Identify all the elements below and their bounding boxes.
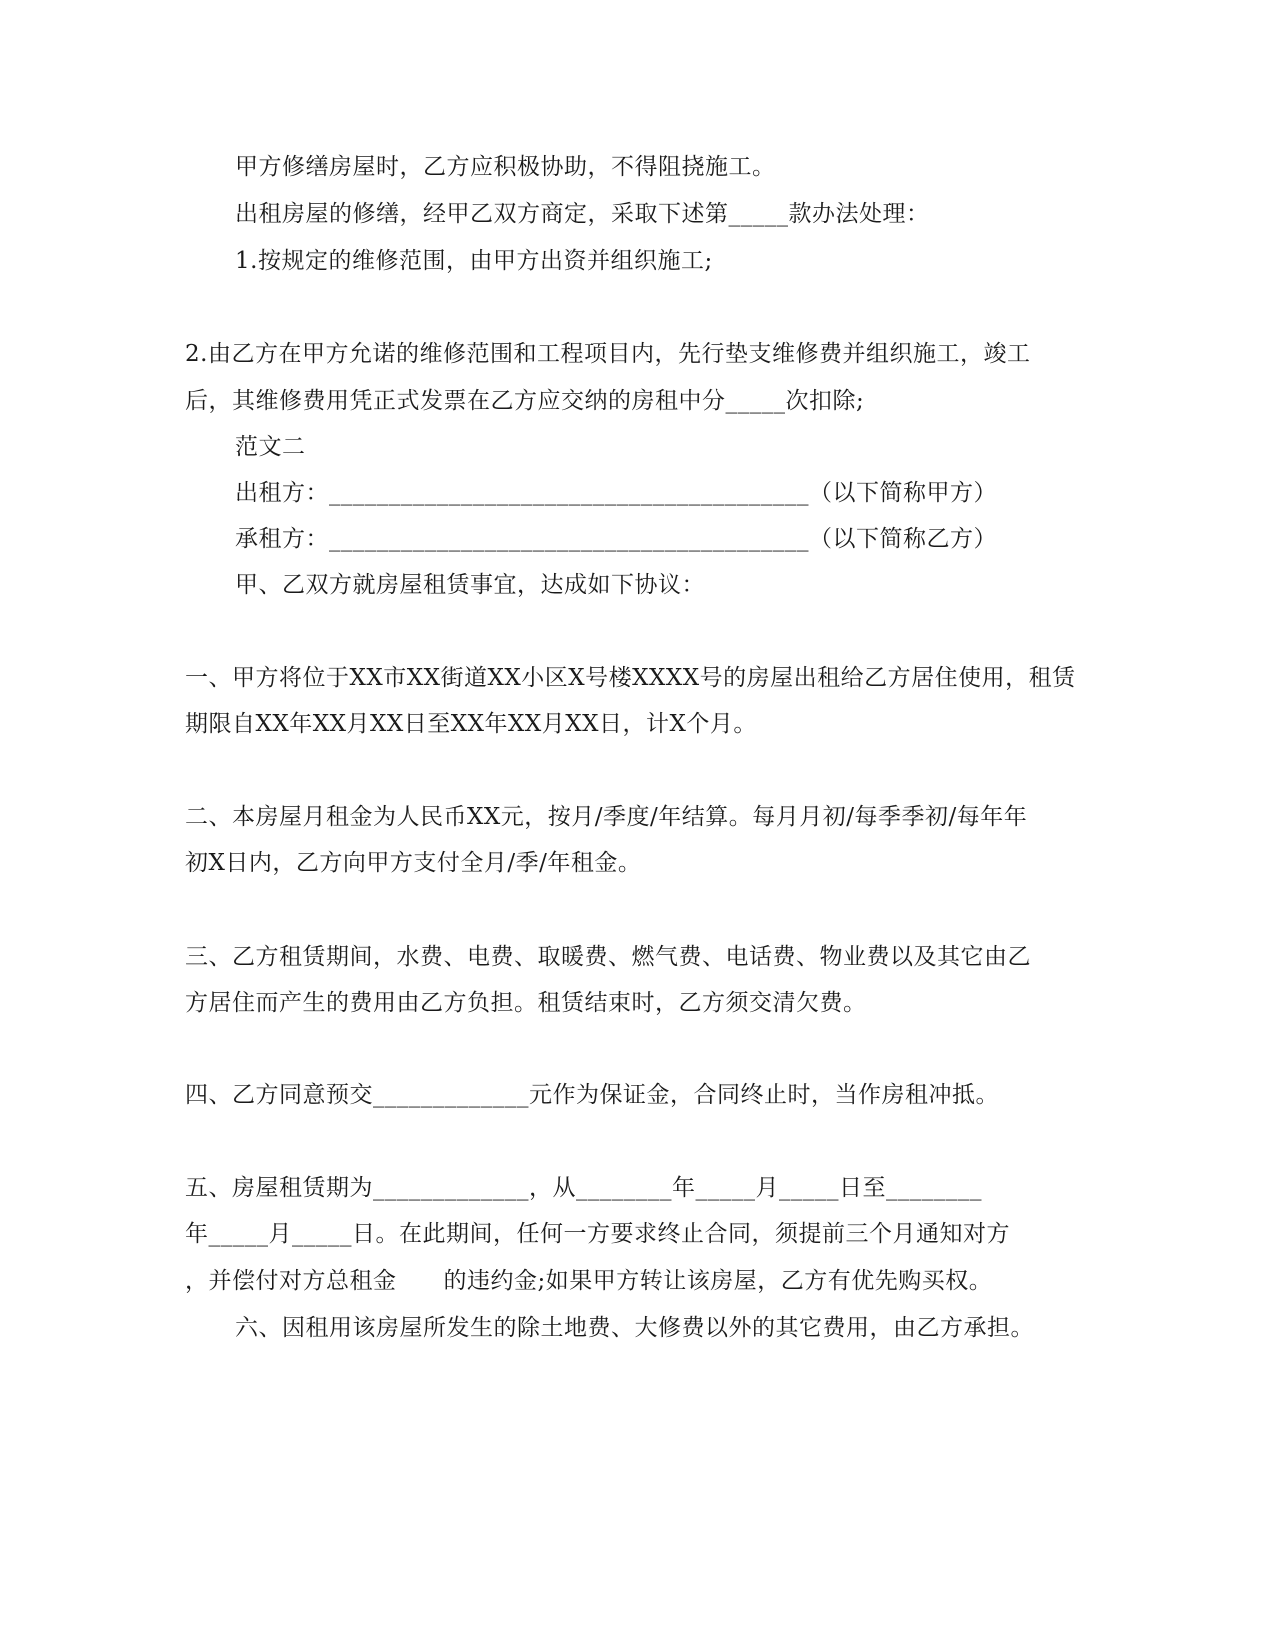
clause-4: 四、乙方同意预交_____________元作为保证金，合同终止时，当作房租冲抵。: [185, 1082, 999, 1108]
clause-6: 六、因租用该房屋所发生的除土地费、大修费以外的其它费用，由乙方承担。: [235, 1315, 1034, 1341]
clause-3: 方居住而产生的费用由乙方负担。租赁结束时，乙方须交清欠费。: [185, 990, 867, 1016]
clause-5: 五、房屋租赁期为_____________，从________年_____月_____日至________: [185, 1175, 982, 1201]
lessee-line: 承租方：________________________________________（以下简称乙方）: [235, 526, 997, 552]
clause-2: 二、本房屋月租金为人民币XX元，按月/季度/年结算。每月月初/每季季初/每年年: [185, 804, 1028, 830]
clause-5: 年_____月_____日。在此期间，任何一方要求终止合同，须提前三个月通知对方: [185, 1221, 1010, 1247]
clause-1: 一、甲方将位于XX市XX街道XX小区X号楼XXXX号的房屋出租给乙方居住使用，租赁: [185, 665, 1076, 691]
lessor-line: 出租方：________________________________________（以下简称甲方）: [235, 480, 997, 506]
text-line: 2.由乙方在甲方允诺的维修范围和工程项目内，先行垫支维修费并组织施工，竣工: [185, 341, 1031, 367]
text-line: 甲、乙双方就房屋租赁事宜，达成如下协议：: [235, 572, 705, 598]
section-heading: 范文二: [235, 434, 306, 460]
clause-5: ，并偿付对方总租金 的违约金;如果甲方转让该房屋，乙方有优先购买权。: [185, 1268, 993, 1294]
clause-1: 期限自XX年XX月XX日至XX年XX月XX日，计X个月。: [185, 711, 757, 737]
text-line: 出租房屋的修缮，经甲乙双方商定，采取下述第_____款办法处理：: [235, 201, 930, 227]
clause-3: 三、乙方租赁期间，水费、电费、取暖费、燃气费、电话费、物业费以及其它由乙: [185, 944, 1031, 970]
clause-2: 初X日内，乙方向甲方支付全月/季/年租金。: [185, 850, 642, 876]
text-line: 1.按规定的维修范围，由甲方出资并组织施工;: [235, 248, 713, 274]
text-line: 甲方修缮房屋时，乙方应积极协助，不得阻挠施工。: [235, 154, 776, 180]
text-line: 后，其维修费用凭正式发票在乙方应交纳的房租中分_____次扣除;: [185, 388, 865, 414]
